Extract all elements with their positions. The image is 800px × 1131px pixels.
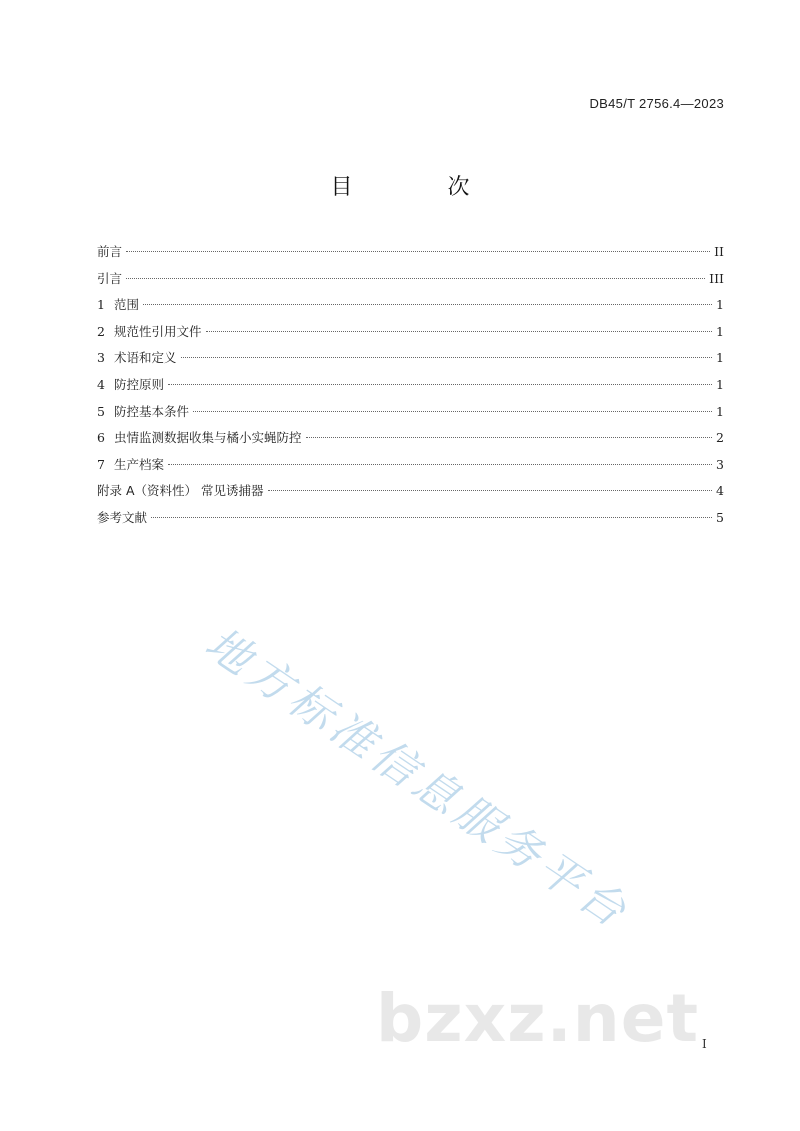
toc-leader-dots bbox=[206, 331, 712, 332]
toc-entry-label: 规范性引用文件 bbox=[114, 323, 202, 339]
toc-leader-dots bbox=[306, 437, 712, 438]
toc-leader-dots bbox=[143, 304, 712, 305]
toc-entry-normative-references[interactable] bbox=[97, 319, 724, 346]
toc-section-number: 5 bbox=[97, 403, 105, 419]
toc-leader-dots bbox=[126, 251, 710, 252]
toc-leader-dots bbox=[193, 411, 712, 412]
page-title: 目 次 bbox=[330, 175, 514, 200]
toc-leader-dots bbox=[151, 517, 712, 518]
toc-page-number: 4 bbox=[716, 483, 724, 499]
toc-entry-bibliography[interactable] bbox=[97, 505, 724, 532]
toc-page-number: 5 bbox=[716, 509, 724, 525]
toc-entry-appendix-a[interactable] bbox=[97, 478, 724, 505]
toc-entry-introduction[interactable] bbox=[97, 266, 724, 293]
toc-leader-dots bbox=[168, 464, 712, 465]
toc-entry-foreword[interactable] bbox=[97, 239, 724, 266]
toc-entry-scope[interactable] bbox=[97, 292, 724, 319]
toc-leader-dots bbox=[168, 384, 712, 385]
toc-section-number: 2 bbox=[97, 323, 105, 339]
toc-page-number: 1 bbox=[716, 323, 724, 339]
toc-entry-terms-definitions[interactable] bbox=[97, 345, 724, 372]
toc-section-number: 1 bbox=[97, 297, 105, 313]
toc-entry-label: 前言 bbox=[97, 244, 123, 259]
page-number: I bbox=[702, 1037, 707, 1051]
toc-leader-dots bbox=[181, 357, 712, 358]
toc-entry-label: 生产档案 bbox=[114, 456, 165, 472]
toc-entry-label: 附录 A（资料性） 常见诱捕器 bbox=[97, 483, 264, 499]
toc-entry-pest-monitoring[interactable] bbox=[97, 425, 724, 452]
toc-page-number: 1 bbox=[716, 376, 724, 392]
toc-section-number: 4 bbox=[97, 376, 105, 392]
toc-page-number: 2 bbox=[716, 430, 724, 446]
toc-entry-label: 防控原则 bbox=[114, 376, 165, 392]
toc-section-number: 3 bbox=[97, 350, 105, 366]
toc-leader-dots bbox=[126, 278, 705, 279]
toc-entry-label: 引言 bbox=[97, 270, 123, 286]
toc-page-number: 1 bbox=[716, 403, 724, 419]
toc-section-number: 7 bbox=[97, 456, 105, 472]
site-watermark: bzxz.net bbox=[376, 980, 700, 1057]
watermark-text: 地方标准信息服务平台 bbox=[195, 617, 640, 940]
toc-page-number: 1 bbox=[716, 297, 724, 313]
document-code: DB45/T 2756.4—2023 bbox=[589, 96, 724, 111]
table-of-contents bbox=[97, 239, 724, 532]
toc-entry-label: 虫情监测数据收集与橘小实蝇防控 bbox=[114, 430, 302, 446]
toc-entry-label: 范围 bbox=[114, 297, 140, 313]
toc-page-number: III bbox=[709, 270, 724, 286]
toc-entry-basic-conditions[interactable] bbox=[97, 399, 724, 426]
toc-entry-label: 参考文献 bbox=[97, 509, 148, 525]
toc-page-number: 3 bbox=[716, 456, 724, 472]
toc-entry-label: 术语和定义 bbox=[114, 350, 177, 366]
toc-entry-production-records[interactable] bbox=[97, 452, 724, 479]
toc-page-number: II bbox=[714, 244, 724, 259]
toc-page-number: 1 bbox=[716, 350, 724, 366]
toc-entry-label: 防控基本条件 bbox=[114, 403, 190, 419]
toc-leader-dots bbox=[268, 490, 713, 491]
toc-entry-control-principles[interactable] bbox=[97, 372, 724, 399]
toc-section-number: 6 bbox=[97, 430, 105, 446]
